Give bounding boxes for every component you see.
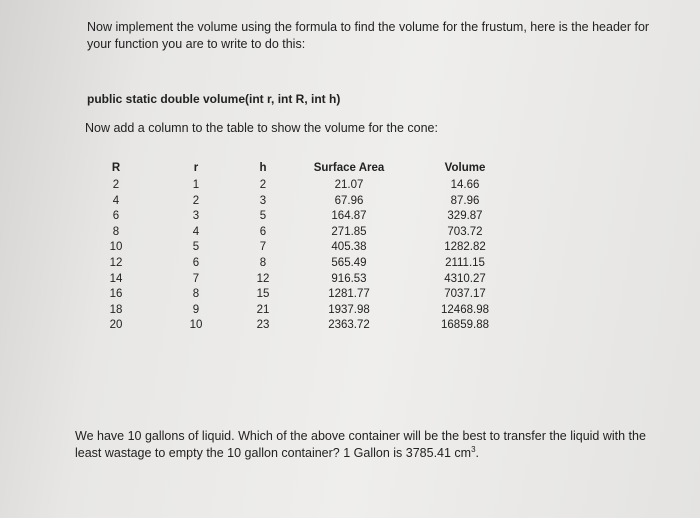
- cell-h: 3: [259, 194, 267, 207]
- table-row: [92, 194, 506, 210]
- cell-r: 5: [192, 241, 200, 254]
- table-row: [92, 303, 506, 319]
- header-r: r: [193, 162, 199, 174]
- cell-R: 12: [109, 256, 123, 269]
- cell-h: 15: [256, 288, 270, 301]
- table-header-row: [92, 158, 506, 178]
- function-signature: public static double volume(int r, int R, int h): [87, 92, 341, 106]
- table-row: [92, 318, 506, 334]
- table-row: [92, 256, 506, 272]
- cell-surface-area: 271.85: [331, 225, 367, 238]
- cell-surface-area: 2363.72: [328, 319, 370, 332]
- cell-h: 23: [256, 319, 270, 332]
- cell-R: 14: [109, 272, 123, 285]
- data-table: [92, 158, 506, 334]
- cell-surface-area: 21.07: [334, 179, 364, 191]
- question-paragraph: [75, 428, 650, 462]
- cell-h: 8: [259, 256, 267, 269]
- cell-surface-area: 405.38: [331, 241, 367, 254]
- cell-R: 6: [112, 210, 120, 223]
- cell-R: 2: [112, 179, 120, 191]
- cell-r: 7: [192, 272, 200, 285]
- header-surface-area: Surface Area: [313, 162, 385, 174]
- cell-r: 1: [192, 179, 200, 191]
- cell-R: 10: [109, 241, 123, 254]
- cell-volume: 703.72: [447, 225, 483, 238]
- cell-surface-area: 1281.77: [328, 288, 370, 301]
- cell-r: 10: [189, 319, 203, 332]
- cell-surface-area: 565.49: [331, 256, 367, 269]
- cell-surface-area: 1937.98: [328, 303, 370, 316]
- table-row: [92, 272, 506, 288]
- question-end: .: [475, 446, 480, 460]
- cell-R: 20: [109, 319, 123, 332]
- question-text: We have 10 gallons of liquid. Which of the above container will be the best to transfer the liquid with the least wastage to empty the 10 gallon container? 1 Gallon is 3785.41 cm: [75, 429, 646, 460]
- cell-surface-area: 164.87: [331, 210, 367, 223]
- question-superscript: 3: [471, 444, 476, 454]
- intro-paragraph: Now implement the volume using the formula to find the volume for the frustum, here is the header for your function you are to write to do this:: [87, 20, 650, 51]
- cell-r: 3: [192, 210, 200, 223]
- cell-R: 16: [109, 288, 123, 301]
- cell-volume: 12468.98: [441, 303, 489, 316]
- header-R: R: [111, 162, 121, 174]
- cell-surface-area: 67.96: [334, 194, 364, 207]
- instruction-text: Now add a column to the table to show the volume for the cone:: [85, 121, 438, 135]
- table-row: [92, 287, 506, 303]
- cell-r: 4: [192, 225, 200, 238]
- cell-volume: 16859.88: [441, 319, 489, 332]
- header-volume: Volume: [444, 162, 486, 174]
- cell-volume: 4310.27: [444, 272, 486, 285]
- cell-volume: 14.66: [450, 179, 480, 191]
- cell-h: 12: [256, 272, 270, 285]
- cell-r: 6: [192, 256, 200, 269]
- cell-volume: 2111.15: [445, 256, 485, 269]
- table-row: [92, 240, 506, 256]
- cell-R: 8: [112, 225, 120, 238]
- cell-volume: 7037.17: [444, 288, 486, 301]
- cell-r: 8: [192, 288, 200, 301]
- cell-volume: 1282.82: [444, 241, 486, 254]
- cell-volume: 87.96: [450, 194, 480, 207]
- cell-h: 7: [259, 241, 267, 254]
- cell-volume: 329.87: [447, 210, 483, 223]
- cell-h: 6: [259, 225, 267, 238]
- cell-R: 18: [109, 303, 123, 316]
- table-row: [92, 225, 506, 241]
- cell-R: 4: [112, 194, 120, 207]
- cell-h: 5: [259, 210, 267, 223]
- header-h: h: [259, 162, 267, 174]
- cell-h: 2: [259, 179, 267, 191]
- cell-h: 21: [256, 303, 270, 316]
- cell-r: 2: [192, 194, 200, 207]
- table-row: [92, 209, 506, 225]
- cell-surface-area: 916.53: [331, 272, 367, 285]
- cell-r: 9: [192, 303, 200, 316]
- table-row: [92, 178, 506, 194]
